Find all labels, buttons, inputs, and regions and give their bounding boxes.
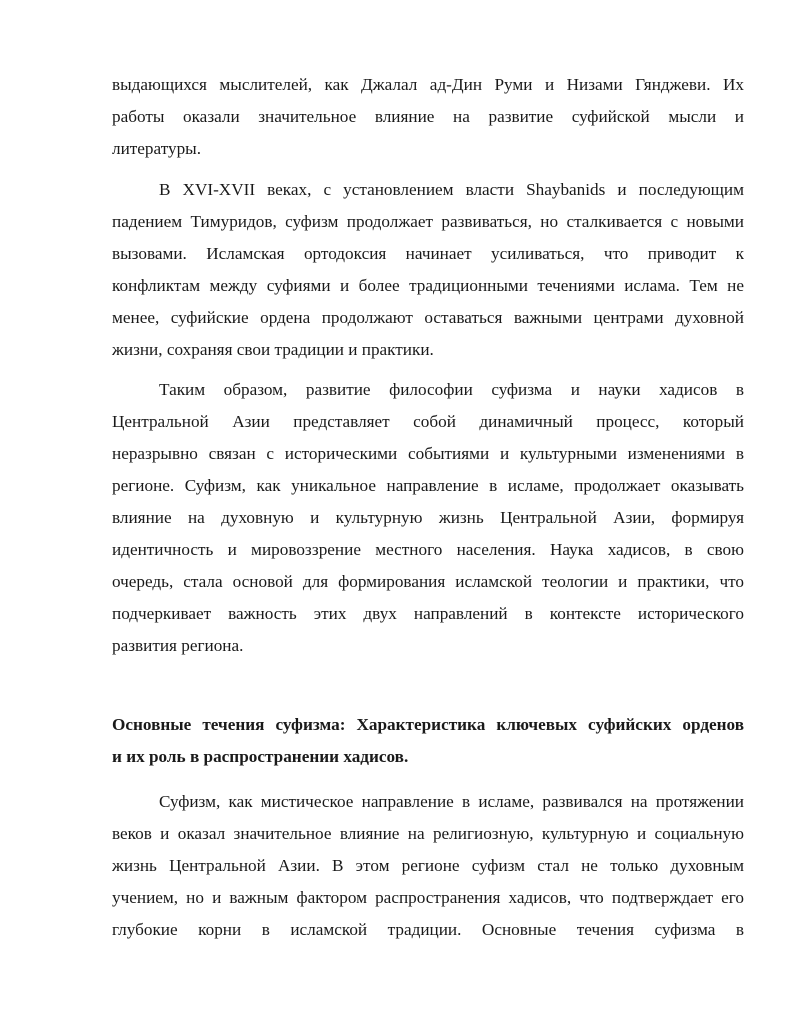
text-line: идентичность и мировоззрение местного населения. Наука хадисов, в свою	[112, 540, 744, 559]
text-line: Суфизм, как мистическое направление в исламе, развивался на протяжении	[159, 792, 744, 811]
paragraph-2	[112, 174, 744, 366]
heading-line: и их роль в распространении хадисов.	[112, 747, 409, 766]
paragraph-1	[112, 69, 744, 165]
section-heading	[112, 709, 744, 773]
paragraph-4	[112, 786, 744, 946]
text-line: работы оказали значительное влияние на развитие суфийской мысли и	[112, 107, 744, 126]
text-line: развития региона.	[112, 636, 244, 655]
text-line: регионе. Суфизм, как уникальное направление в исламе, продолжает оказывать	[112, 476, 744, 495]
text-line: влияние на духовную и культурную жизнь Центральной Азии, формируя	[112, 508, 744, 527]
text-line: В XVI-XVII веках, с установлением власти Shaybanids и последующим	[159, 180, 744, 199]
text-line: менее, суфийские ордена продолжают оставаться важными центрами духовной	[112, 308, 744, 327]
text-line: падением Тимуридов, суфизм продолжает развиваться, но сталкивается с новыми	[112, 212, 744, 231]
text-line: выдающихся мыслителей, как Джалал ад-Дин Руми и Низами Гянджеви. Их	[112, 75, 744, 94]
paragraph-3	[112, 374, 744, 662]
text-line: вызовами. Исламская ортодоксия начинает усиливаться, что приводит к	[112, 244, 744, 263]
text-line: жизни, сохраняя свои традиции и практики.	[112, 340, 434, 359]
text-line: веков и оказал значительное влияние на религиозную, культурную и социальную	[112, 824, 744, 843]
text-line: Таким образом, развитие философии суфизма и науки хадисов в	[159, 380, 744, 399]
text-line: Центральной Азии представляет собой динамичный процесс, который	[112, 412, 744, 431]
text-line: очередь, стала основой для формирования исламской теологии и практики, что	[112, 572, 744, 591]
heading-line: Основные течения суфизма: Характеристика ключевых суфийских орденов	[112, 715, 744, 734]
text-line: глубокие корни в исламской традиции. Основные течения суфизма в	[112, 920, 744, 939]
text-line: литературы.	[112, 139, 202, 158]
text-line: жизнь Центральной Азии. В этом регионе суфизм стал не только духовным	[112, 856, 744, 875]
text-line: учением, но и важным фактором распространения хадисов, что подтверждает его	[112, 888, 744, 907]
text-line: подчеркивает важность этих двух направлений в контексте исторического	[112, 604, 744, 623]
text-line: конфликтам между суфиями и более традиционными течениями ислама. Тем не	[112, 276, 744, 295]
text-line: неразрывно связан с историческими событиями и культурными изменениями в	[112, 444, 744, 463]
